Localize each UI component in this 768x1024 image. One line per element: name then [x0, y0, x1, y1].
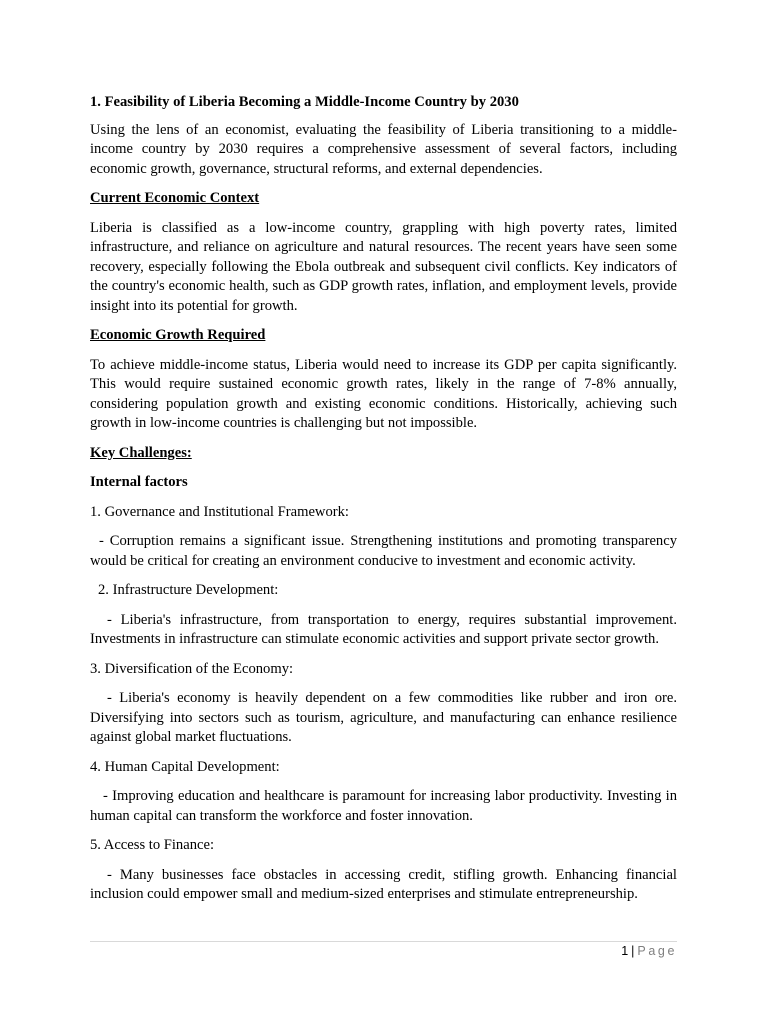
intro-paragraph: Using the lens of an economist, evaluating the feasibility of Liberia transitioning to a middle-income country by 2030 requires a comprehensive assessment of several factors, including economic growth, governance, structural reforms, and external dependencies.	[90, 121, 677, 177]
page-footer	[621, 943, 677, 959]
section-body-economic-growth-required: To achieve middle-income status, Liberia would need to increase its GDP per capita significantly. This would require sustained economic growth rates, likely in the range of 7-8% annually, considering population growth and existing economic conditions. Historically, achieving such growth in low-income countries is challenging but not impossible.	[90, 356, 677, 431]
internal-factors-heading: Internal factors	[90, 474, 188, 490]
section-heading-current-economic-context: Current Economic Context	[90, 190, 260, 206]
page-number: 1	[621, 944, 629, 958]
challenge-item-title: 2. Infrastructure Development:	[98, 582, 279, 598]
challenge-item-title: 4. Human Capital Development:	[90, 758, 280, 775]
challenge-item-detail: - Liberia's economy is heavily dependent on a few commodities like rubber and iron ore. Diversifying into sectors such as tourism, agriculture, and manufacturing can enhance resilience against global market fluctuations.	[90, 690, 677, 745]
challenge-item-detail: - Liberia's infrastructure, from transportation to energy, requires substantial improvement. Investments in infrastructure can stimulate economic activities and support private sector growth.	[90, 611, 677, 647]
section-body-current-economic-context: Liberia is classified as a low-income country, grappling with high poverty rates, limited infrastructure, and reliance on agriculture and natural resources. The recent years have seen some recovery, especially following the Ebola outbreak and subsequent civil conflicts. Key indicators of the country's economic health, such as GDP growth rates, inflation, and employment levels, provide insight into its potential for growth.	[90, 219, 677, 314]
document-title: 1. Feasibility of Liberia Becoming a Middle-Income Country by 2030	[90, 94, 519, 110]
challenge-item-detail: - Many businesses face obstacles in accessing credit, stifling growth. Enhancing financial inclusion could empower small and medium-sized enterprises and stimulate entrepreneurship.	[90, 866, 677, 902]
challenge-item-title: 1. Governance and Institutional Framework:	[90, 503, 349, 520]
document-body	[90, 93, 677, 915]
section-heading-economic-growth-required: Economic Growth Required	[90, 327, 266, 343]
page-label: Page	[637, 944, 677, 958]
challenge-item-title: 5. Access to Finance:	[90, 837, 215, 853]
challenge-item-title: 3. Diversification of the Economy:	[90, 660, 294, 677]
key-challenges-heading: Key Challenges:	[90, 444, 192, 461]
footer-divider	[90, 941, 677, 942]
footer-separator: |	[631, 944, 635, 958]
challenge-item-detail: - Corruption remains a significant issue. Strengthening institutions and promoting transparency would be critical for creating an environment conducive to investment and economic activity.	[90, 533, 677, 569]
challenge-item-detail: - Improving education and healthcare is paramount for increasing labor productivity. Investing in human capital can transform the workforce and foster innovation.	[90, 788, 677, 824]
